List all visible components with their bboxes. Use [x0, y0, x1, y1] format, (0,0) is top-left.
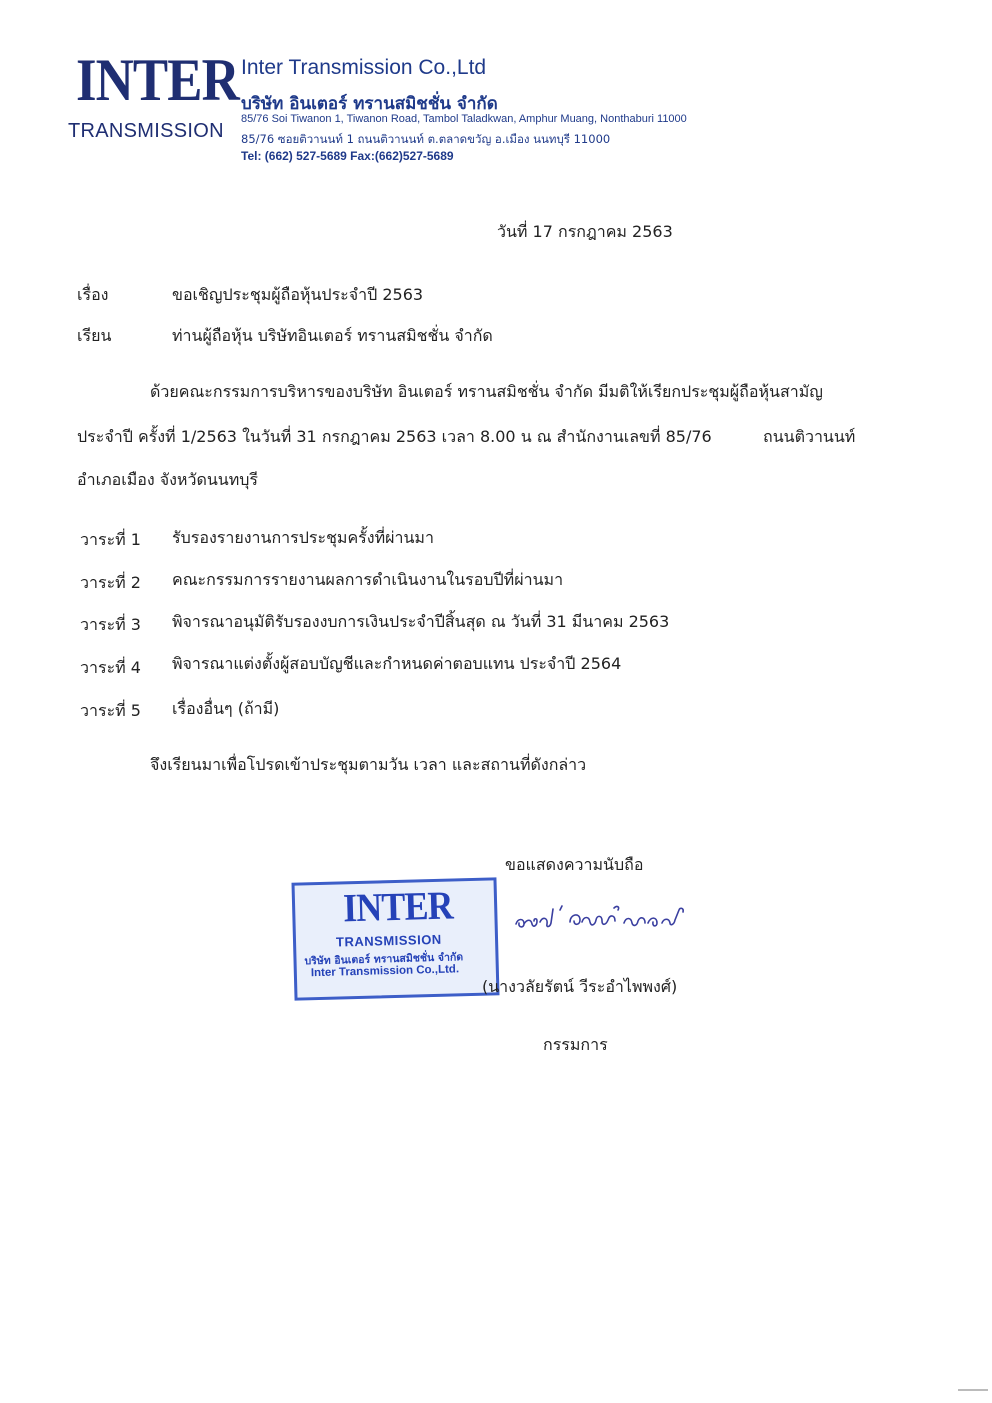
- recipient-text: ท่านผู้ถือหุ้น บริษัทอินเตอร์ ทรานสมิชชั่น จำกัด: [172, 326, 493, 345]
- stamp-company-th: บริษัท อินเตอร์ ทรานสมิชชั่น จำกัด: [304, 951, 464, 968]
- company-logo-subtext: TRANSMISSION: [68, 120, 224, 142]
- recipient-label: เรียน: [77, 326, 112, 345]
- regards-text: ขอแสดงความนับถือ: [505, 855, 644, 874]
- stamp-logo-text: INTER: [342, 882, 454, 931]
- agenda-item-text: รับรองรายงานการประชุมครั้งที่ผ่านมา: [172, 528, 434, 547]
- agenda-item-label: วาระที่ 3: [80, 615, 141, 634]
- body-paragraph-line-1: ด้วยคณะกรรมการบริหารของบริษัท อินเตอร์ ทรานสมิชชั่น จำกัด มีมติให้เรียกประชุมผู้ถือหุ้นสามัญ: [150, 382, 823, 401]
- agenda-item-label: วาระที่ 1: [80, 530, 141, 549]
- company-name-th: บริษัท อินเตอร์ ทรานสมิชชั่น จำกัด: [241, 94, 498, 114]
- address-en: 85/76 Soi Tiwanon 1, Tiwanon Road, Tambol Taladkwan, Amphur Muang, Nonthaburi 11000: [241, 113, 687, 125]
- company-stamp: [291, 877, 499, 1000]
- agenda-item-label: วาระที่ 2: [80, 573, 141, 592]
- agenda-item-label: วาระที่ 4: [80, 658, 141, 677]
- agenda-item-text: คณะกรรมการรายงานผลการดำเนินงานในรอบปีที่ผ่านมา: [172, 570, 564, 589]
- subject-label: เรื่อง: [77, 285, 109, 304]
- signer-position: กรรมการ: [543, 1035, 608, 1054]
- agenda-item-text: พิจารณาแต่งตั้งผู้สอบบัญชีและกำหนดค่าตอบแทน ประจำปี 2564: [172, 654, 622, 673]
- closing-sentence: จึงเรียนมาเพื่อโปรดเข้าประชุมตามวัน เวลา และสถานที่ดังกล่าว: [150, 755, 587, 774]
- company-logo-text: INTER: [76, 47, 239, 113]
- address-th: 85/76 ซอยติวานนท์ 1 ถนนติวานนท์ ต.ตลาดขวัญ อ.เมือง นนทบุรี 11000: [241, 132, 611, 146]
- scan-edge-mark: [958, 1389, 988, 1391]
- body-paragraph-line-2: ประจำปี ครั้งที่ 1/2563 ในวันที่ 31 กรกฎาคม 2563 เวลา 8.00 น ณ สำนักงานเลขที่ 85/76: [77, 427, 712, 446]
- stamp-company-en: Inter Transmission Co.,Ltd.: [310, 963, 460, 980]
- agenda-item-text: เรื่องอื่นๆ (ถ้ามี): [172, 699, 280, 718]
- body-paragraph-line-3: อำเภอเมือง จังหวัดนนทบุรี: [77, 470, 259, 489]
- letter-date: วันที่ 17 กรกฎาคม 2563: [497, 222, 673, 241]
- handwritten-signature: [512, 898, 732, 938]
- company-name-en: Inter Transmission Co.,Ltd: [241, 56, 487, 79]
- agenda-item-text: พิจารณาอนุมัติรับรองงบการเงินประจำปีสิ้นสุด ณ วันที่ 31 มีนาคม 2563: [172, 612, 670, 631]
- body-paragraph-line-2-end: ถนนติวานนท์: [763, 427, 856, 446]
- signer-name: (นางวลัยรัตน์ วีระอำไพพงศ์): [482, 977, 678, 996]
- contact-phone-fax: Tel: (662) 527-5689 Fax:(662)527-5689: [241, 149, 454, 163]
- stamp-subtext: TRANSMISSION: [335, 931, 442, 950]
- agenda-item-label: วาระที่ 5: [80, 701, 141, 720]
- subject-text: ขอเชิญประชุมผู้ถือหุ้นประจำปี 2563: [172, 285, 424, 304]
